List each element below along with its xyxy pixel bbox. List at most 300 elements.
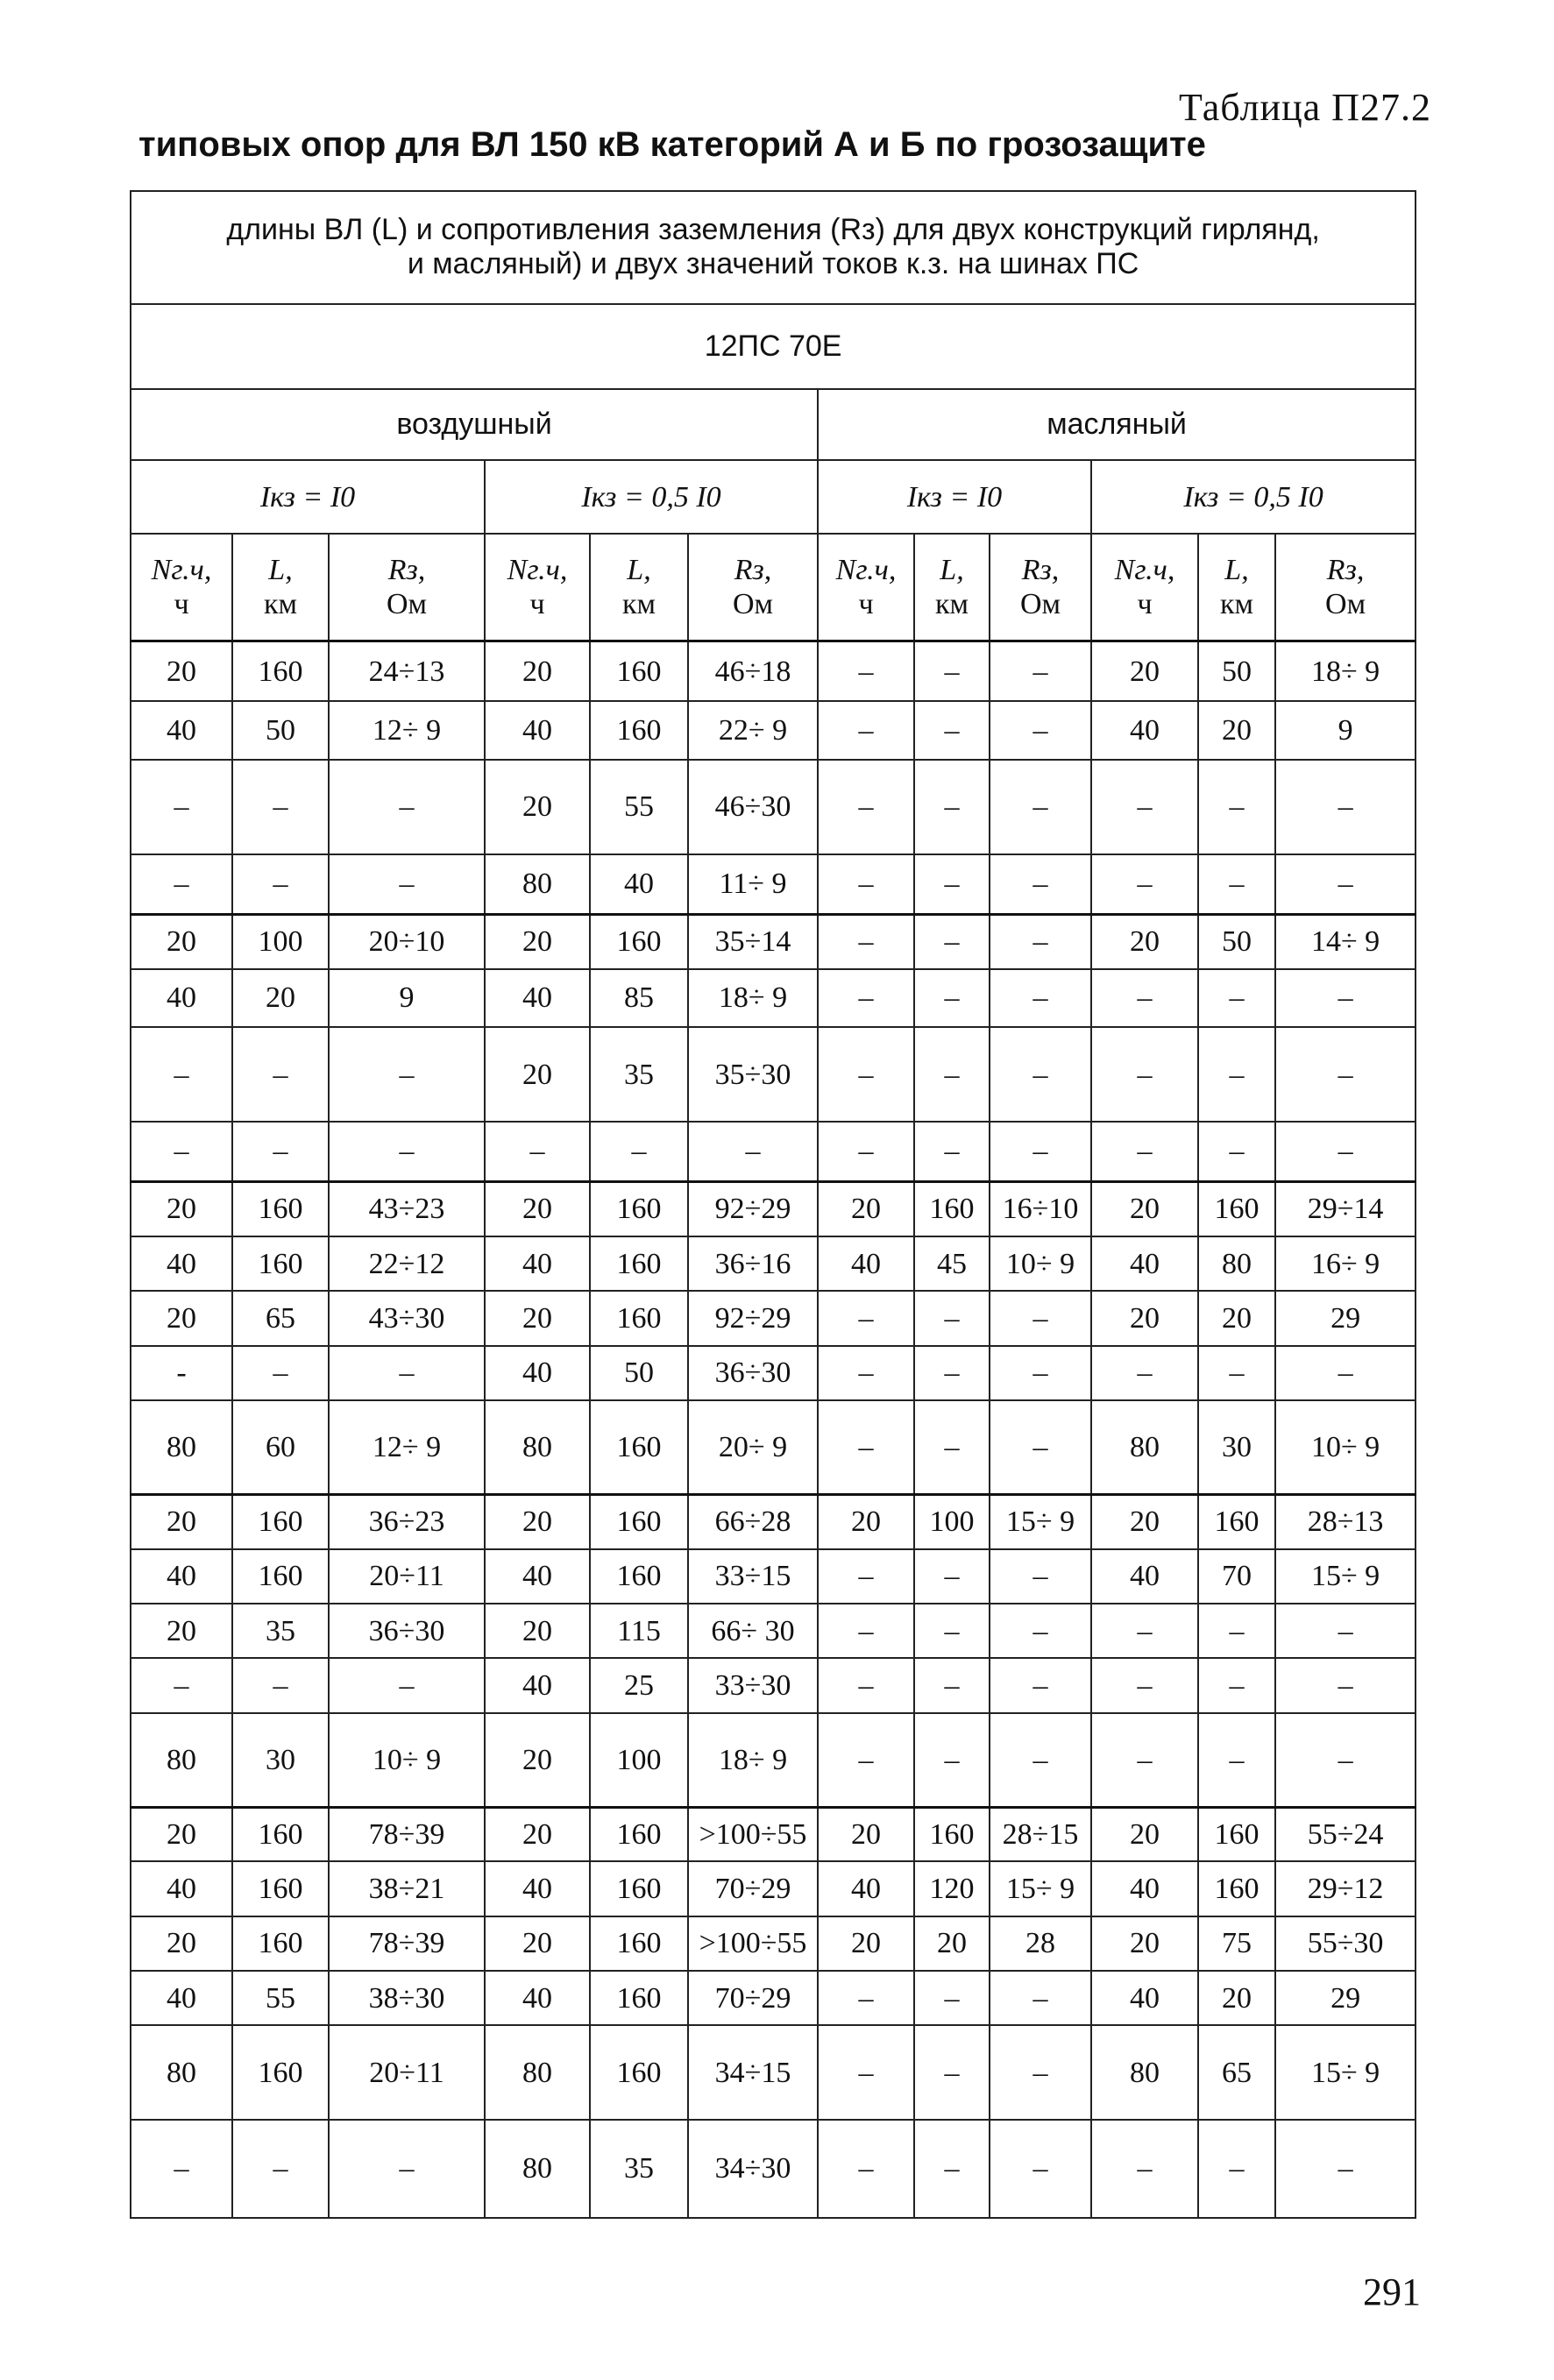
table-cell: 160 [232,1861,329,1916]
table-cell: – [131,1122,232,1182]
table-cell: 35 [590,1027,688,1121]
table-cell: – [818,1400,914,1494]
table-cell: – [131,760,232,854]
table-cell: 20 [485,1807,590,1861]
table-cell: – [232,1658,329,1712]
column-header-unit: ч [174,588,189,621]
table-cell: – [914,1549,990,1604]
table-cell: 160 [590,1916,688,1971]
table-cell: - [131,1346,232,1400]
table-cell: – [1198,1604,1275,1658]
table-row [131,1713,1416,1807]
table-cell: 43÷30 [329,1291,485,1345]
table-cell: 10÷ 9 [990,1236,1091,1291]
table-cell: 50 [232,701,329,760]
table-cell: 160 [590,914,688,968]
table-cell: 80 [131,2025,232,2119]
table-cell: 100 [232,914,329,968]
column-header [329,534,485,641]
table-cell: 80 [485,854,590,915]
table-cell: 20 [1198,1291,1275,1345]
group-header-oil: масляный [818,389,1416,461]
table-cell: – [590,1122,688,1182]
table-cell: 160 [590,1494,688,1548]
table-cell: 35 [590,2120,688,2218]
table-cell: 18÷ 9 [1275,641,1416,702]
table-row [131,1971,1416,2025]
table-cell: 20 [131,1807,232,1861]
table-cell: 20 [818,1807,914,1861]
table-row [131,1122,1416,1182]
table-cell: 30 [1198,1400,1275,1494]
table-cell: – [1275,1346,1416,1400]
table-cell: 80 [485,2025,590,2119]
table-cell: – [818,1291,914,1345]
column-header-unit: км [934,588,969,621]
table-cell: 20 [485,914,590,968]
table-cell: 20÷10 [329,914,485,968]
table-cell: 40 [818,1236,914,1291]
table-cell: 20 [131,914,232,968]
table-cell: 80 [485,2120,590,2218]
table-cell: – [914,1713,990,1807]
table-cell: 20 [232,969,329,1028]
table-cell: 46÷30 [688,760,818,854]
table-cell: – [1198,2120,1275,2218]
table-row [131,1236,1416,1291]
table-cell: 20 [1091,1494,1198,1548]
table-cell: 20 [818,1182,914,1236]
table-cell: 100 [914,1494,990,1548]
table-cell: 22÷ 9 [688,701,818,760]
table-row [131,1494,1416,1548]
column-header [818,534,914,641]
table-cell: 75 [1198,1916,1275,1971]
table-body [131,191,1416,2218]
table-cell: – [329,760,485,854]
table-cell: – [818,1346,914,1400]
table-cell: 14÷ 9 [1275,914,1416,968]
table-cell: 35 [232,1604,329,1658]
table-row [131,854,1416,915]
table-cell: – [990,1971,1091,2025]
table-cell: – [914,1658,990,1712]
table-cell: >100÷55 [688,1916,818,1971]
table-cell: 20 [818,1494,914,1548]
table-cell: 20 [1091,1182,1198,1236]
table-cell: 50 [590,1346,688,1400]
page-title: типовых опор для ВЛ 150 кВ категорий А и Б по грозозащите [138,125,1206,164]
table-cell: – [914,760,990,854]
table-cell: 160 [590,2025,688,2119]
table-cell: 20÷11 [329,2025,485,2119]
table-cell: 160 [590,1971,688,2025]
table-cell: 65 [1198,2025,1275,2119]
table-cell: – [818,1549,914,1604]
table-cell: – [914,1346,990,1400]
table-cell: – [990,641,1091,702]
table-row [131,1549,1416,1604]
table-cell: 43÷23 [329,1182,485,1236]
column-header [1198,534,1275,641]
table-cell: 160 [1198,1861,1275,1916]
table-cell: 20 [485,1713,590,1807]
table-cell: 160 [914,1182,990,1236]
column-header [232,534,329,641]
table-cell: 92÷29 [688,1182,818,1236]
table-cell: 20 [131,641,232,702]
table-row [131,1916,1416,1971]
table-cell: 22÷12 [329,1236,485,1291]
table-cell: 12÷ 9 [329,701,485,760]
table-cell: – [914,1400,990,1494]
table-cell: 160 [590,1549,688,1604]
column-header [590,534,688,641]
table-cell: 20 [485,1182,590,1236]
column-header-symbol: Nг.ч, [1114,554,1175,587]
table-row [131,1182,1416,1236]
table-cell: – [818,1604,914,1658]
caption-line-2: и масляный) и двух значений токов к.з. на шинах ПС [407,247,1139,281]
table-cell: 38÷21 [329,1861,485,1916]
table-cell: 35÷14 [688,914,818,968]
table-cell: 28÷15 [990,1807,1091,1861]
table-cell: 29 [1275,1971,1416,2025]
table-cell: 20 [485,641,590,702]
table-cell: 9 [329,969,485,1028]
column-header [1091,534,1198,641]
table-cell: 24÷13 [329,641,485,702]
table-cell: – [990,760,1091,854]
table-cell: 15÷ 9 [990,1861,1091,1916]
table-cell: 160 [1198,1182,1275,1236]
table-cell: 10÷ 9 [329,1713,485,1807]
table-cell: – [1091,1713,1198,1807]
column-header-row [131,534,1416,641]
column-header-symbol: Rз, [734,554,772,587]
column-header [914,534,990,641]
table-cell: 40 [590,854,688,915]
table-cell: 15÷ 9 [990,1494,1091,1548]
table-cell: 40 [131,969,232,1028]
table-cell: 160 [590,641,688,702]
table-cell: 160 [590,701,688,760]
table-cell: – [914,914,990,968]
table-cell: 29÷14 [1275,1182,1416,1236]
table-row [131,760,1416,854]
table-cell: 18÷ 9 [688,969,818,1028]
table-cell: 40 [485,1346,590,1400]
table-cell: 10÷ 9 [1275,1400,1416,1494]
table-cell: – [1091,1658,1198,1712]
column-header-symbol: L, [1224,554,1249,587]
table-row [131,701,1416,760]
table-caption [131,191,1416,304]
table-cell: 160 [590,1182,688,1236]
table-row [131,969,1416,1028]
table-cell: 80 [131,1713,232,1807]
table-cell: 33÷15 [688,1549,818,1604]
table-cell: 40 [485,701,590,760]
caption-line-1: длины ВЛ (L) и сопротивления заземления (Rз) для двух конструкций гирлянд, [226,213,1320,247]
table-cell: – [1275,854,1416,915]
column-header [1275,534,1416,641]
table-cell: – [688,1122,818,1182]
table-cell: – [131,2120,232,2218]
table-cell: 40 [485,1861,590,1916]
table-cell: 20 [914,1916,990,1971]
table-cell: – [1275,2120,1416,2218]
table-cell: – [914,1604,990,1658]
table-cell: 12÷ 9 [329,1400,485,1494]
table-cell: – [914,1971,990,2025]
table-cell: 15÷ 9 [1275,2025,1416,2119]
column-header [990,534,1091,641]
column-header-unit: км [1219,588,1254,621]
table-cell: 66÷ 30 [688,1604,818,1658]
table-cell: 40 [1091,1549,1198,1604]
table-cell: 29÷12 [1275,1861,1416,1916]
table-row [131,1604,1416,1658]
table-cell: – [1091,1604,1198,1658]
table-cell: 80 [1198,1236,1275,1291]
table-cell: 160 [232,1916,329,1971]
table-cell: 20 [485,1494,590,1548]
column-header-unit: ч [858,588,874,621]
table-cell: – [818,1027,914,1121]
table-cell: 160 [1198,1494,1275,1548]
table-cell: 15÷ 9 [1275,1549,1416,1604]
table-cell: – [818,760,914,854]
table-cell: 160 [232,2025,329,2119]
table-cell: – [990,969,1091,1028]
table-cell: – [914,969,990,1028]
table-cell: – [914,2025,990,2119]
table-cell: – [990,1549,1091,1604]
table-cell: 80 [1091,1400,1198,1494]
table-cell: 70÷29 [688,1971,818,2025]
table-cell: 40 [1091,1861,1198,1916]
table-cell: – [485,1122,590,1182]
table-cell: 160 [590,1807,688,1861]
table-cell: 80 [1091,2025,1198,2119]
table-cell: – [990,1027,1091,1121]
column-header-unit: Ом [1019,588,1061,621]
table-cell: 34÷30 [688,2120,818,2218]
table-cell: 20 [1091,641,1198,702]
table-cell: – [1198,1122,1275,1182]
table-cell: – [1198,854,1275,915]
column-header-symbol: Rз, [387,554,426,587]
table-cell: 20 [131,1604,232,1658]
table-cell: 40 [485,969,590,1028]
table-cell: – [1091,969,1198,1028]
table-cell: – [329,2120,485,2218]
table-cell: – [1275,1604,1416,1658]
table-cell: 160 [232,1236,329,1291]
column-header-unit: Ом [1325,588,1366,621]
table-cell: 40 [1091,1236,1198,1291]
table-cell: – [232,1346,329,1400]
table-cell: 40 [131,1861,232,1916]
table-cell: 160 [590,1236,688,1291]
table-cell: – [232,1122,329,1182]
table-cell: – [914,1027,990,1121]
table-cell: – [990,1658,1091,1712]
table-cell: – [1091,854,1198,915]
table-cell: – [914,701,990,760]
table-row [131,1658,1416,1712]
table-cell: 40 [485,1236,590,1291]
table-cell: 20÷11 [329,1549,485,1604]
table-cell: 160 [232,1494,329,1548]
insulator-type-header: 12ПС 70Е [131,304,1416,389]
table-cell: – [990,1291,1091,1345]
table-cell: 20 [1198,1971,1275,2025]
table-row [131,1291,1416,1345]
table-row [131,914,1416,968]
table-cell: 40 [131,1236,232,1291]
table-cell: 55÷24 [1275,1807,1416,1861]
table-cell: – [818,1971,914,2025]
table-row [131,1027,1416,1121]
table-cell: 20÷ 9 [688,1400,818,1494]
table-row [131,1807,1416,1861]
table-cell: 20 [131,1291,232,1345]
table-cell: 18÷ 9 [688,1713,818,1807]
table-cell: 20 [1091,1291,1198,1345]
column-header-symbol: L, [627,554,651,587]
table-row [131,641,1416,702]
table-cell: – [1198,1027,1275,1121]
column-header-symbol: Rз, [1326,554,1365,587]
table-cell: 20 [131,1494,232,1548]
table-cell: – [1091,1122,1198,1182]
table-cell: 160 [590,1291,688,1345]
table-cell: 160 [914,1807,990,1861]
table-cell: 92÷29 [688,1291,818,1345]
table-cell: 40 [131,1549,232,1604]
table-cell: – [329,1027,485,1121]
table-cell: 16÷10 [990,1182,1091,1236]
table-cell: 70÷29 [688,1861,818,1916]
table-cell: – [818,2025,914,2119]
column-header-symbol: Nг.ч, [507,554,568,587]
current-header-4: Iкз = 0,5 I0 [1091,460,1416,534]
table-cell: 36÷23 [329,1494,485,1548]
table-cell: – [914,2120,990,2218]
table-cell: 20 [485,760,590,854]
current-header-3: Iкз = I0 [818,460,1091,534]
table-cell: – [1275,1122,1416,1182]
table-cell: – [990,1122,1091,1182]
table-cell: 40 [485,1971,590,2025]
column-header-unit: Ом [386,588,428,621]
column-header-unit: Ом [732,588,774,621]
table-cell: 115 [590,1604,688,1658]
column-header-symbol: Rз, [1021,554,1060,587]
table-cell: – [818,1122,914,1182]
table-row [131,1346,1416,1400]
table-cell: – [1091,1346,1198,1400]
table-cell: – [1275,1027,1416,1121]
column-header [131,534,232,641]
table-cell: – [1275,1713,1416,1807]
table-cell: – [1275,969,1416,1028]
table-cell: 40 [485,1658,590,1712]
table-cell: – [232,854,329,915]
table-cell: – [990,2025,1091,2119]
current-header-1: Iкз = I0 [131,460,485,534]
table-cell: 160 [232,641,329,702]
table-cell: 40 [1091,701,1198,760]
table-cell: 50 [1198,914,1275,968]
table-cell: 70 [1198,1549,1275,1604]
table-cell: 16÷ 9 [1275,1236,1416,1291]
table-cell: 85 [590,969,688,1028]
column-header-symbol: Nг.ч, [835,554,897,587]
table-cell: 28 [990,1916,1091,1971]
table-cell: – [1198,1346,1275,1400]
table-cell: – [1198,1713,1275,1807]
column-header-unit: км [263,588,298,621]
table-cell: 20 [818,1916,914,1971]
table-cell: 160 [590,1400,688,1494]
column-header-symbol: L, [268,554,293,587]
current-header-2: Iкз = 0,5 I0 [485,460,818,534]
table-cell: 55÷30 [1275,1916,1416,1971]
table-cell: 20 [131,1182,232,1236]
table-cell: – [1091,1027,1198,1121]
table-cell: 50 [1198,641,1275,702]
table-cell: 38÷30 [329,1971,485,2025]
table-cell: 40 [131,1971,232,2025]
table-cell: – [818,701,914,760]
table-cell: 40 [485,1549,590,1604]
table-cell: 78÷39 [329,1807,485,1861]
table-cell: 20 [485,1604,590,1658]
column-header [485,534,590,641]
table-cell: 34÷15 [688,2025,818,2119]
table-cell: 55 [590,760,688,854]
table-cell: – [1275,760,1416,854]
table-cell: – [818,641,914,702]
table-cell: – [990,914,1091,968]
table-cell: 60 [232,1400,329,1494]
table-cell: – [329,854,485,915]
table-cell: 9 [1275,701,1416,760]
table-cell: 100 [590,1713,688,1807]
table-cell: – [818,969,914,1028]
table-cell: 33÷30 [688,1658,818,1712]
table-cell: – [131,1658,232,1712]
table-row [131,2025,1416,2119]
table-cell: – [1091,2120,1198,2218]
table-cell: 55 [232,1971,329,2025]
table-cell: 46÷18 [688,641,818,702]
table-cell: – [818,1713,914,1807]
table-cell: 80 [485,1400,590,1494]
table-cell: 29 [1275,1291,1416,1345]
table-cell: 30 [232,1713,329,1807]
table-cell: 40 [818,1861,914,1916]
table-cell: – [914,1122,990,1182]
table-cell: – [990,1346,1091,1400]
group-header-air: воздушный [131,389,818,461]
table-cell: – [232,2120,329,2218]
table-cell: 20 [1091,1916,1198,1971]
table-cell: 20 [485,1916,590,1971]
